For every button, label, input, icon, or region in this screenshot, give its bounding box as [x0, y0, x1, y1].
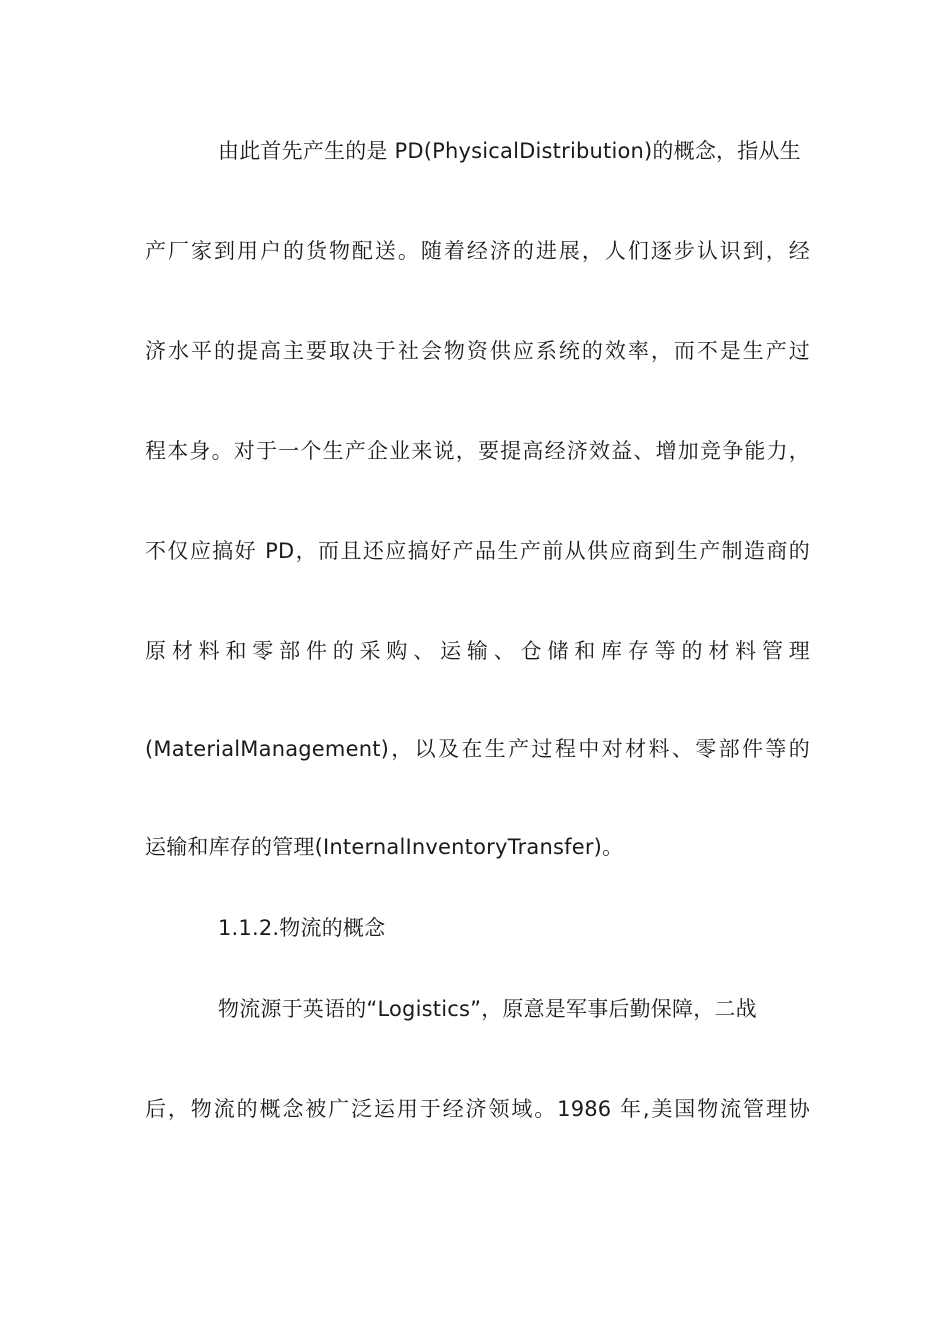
paragraph-line: 运输和库存的管理(InternalInventoryTransfer)。	[145, 835, 624, 859]
paragraph-line: 后，物流的概念被广泛运用于经济领域。1986 年,美国物流管理协	[145, 1097, 810, 1121]
paragraph-line: 物流源于英语的“Logistics”，原意是军事后勤保障，二战	[218, 997, 757, 1021]
paragraph-line: 程本身。对于一个生产企业来说，要提高经济效益、增加竞争能力，	[145, 439, 810, 463]
paragraph-line: 济水平的提高主要取决于社会物资供应系统的效率，而不是生产过	[145, 339, 810, 363]
paragraph-line: (MaterialManagement)，以及在生产过程中对材料、零部件等的	[145, 737, 810, 761]
paragraph-line: 产厂家到用户的货物配送。随着经济的进展，人们逐步认识到，经	[145, 239, 810, 263]
paragraph-line: 原材料和零部件的采购、运输、仓储和库存等的材料管理	[145, 639, 810, 663]
section-heading: 1.1.2.物流的概念	[218, 916, 386, 940]
paragraph-line: 不仅应搞好 PD，而且还应搞好产品生产前从供应商到生产制造商的	[145, 539, 810, 563]
paragraph-line: 由此首先产生的是 PD(PhysicalDistribution)的概念，指从生	[218, 139, 801, 163]
